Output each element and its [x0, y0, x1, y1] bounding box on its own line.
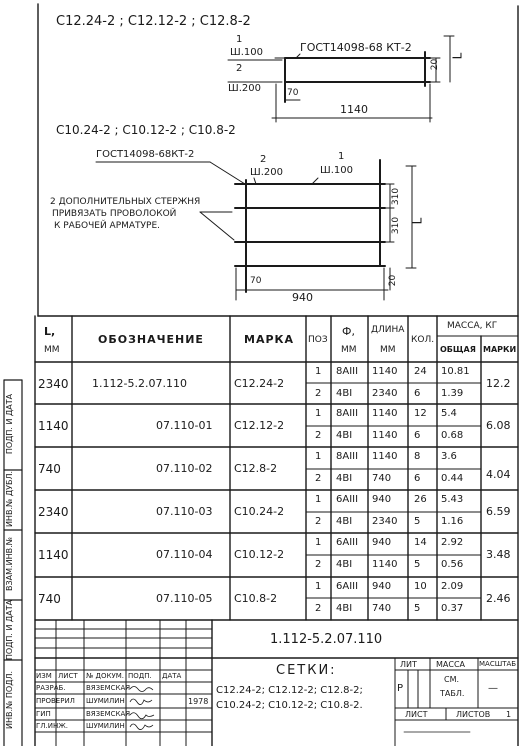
side-label-4: ПОДП. И ДАТА	[5, 599, 14, 661]
row-length: 1140	[372, 558, 398, 570]
row-length: 1140	[372, 451, 398, 462]
row-length: 740	[372, 602, 392, 614]
row-pos: 1	[315, 451, 322, 462]
drawing2-gost: ГОСТ14098-68КТ-2	[96, 149, 195, 160]
drawing2-dim-310b: 310	[391, 216, 402, 235]
row-mass-mark: 2.46	[486, 591, 511, 605]
drawing2-bar2-num: 2	[260, 154, 267, 165]
row-length: 740	[372, 472, 392, 484]
row-count: 14	[414, 537, 427, 548]
side-label-2: ИНВ.№ ДУБЛ.	[5, 470, 14, 528]
row-L: 740	[38, 461, 61, 476]
row-count: 6	[414, 472, 421, 484]
row4-name: ШУМИЛИН	[86, 722, 125, 730]
lit-label: ЛИТ	[400, 660, 417, 669]
doc-code: 1.112-5.2.07.110	[270, 632, 383, 647]
name-title: СЕТКИ:	[276, 663, 337, 678]
row-mass-mark: 3.48	[486, 547, 511, 561]
header-L-unit: ММ	[44, 345, 60, 355]
drawing2-note-line2: ПРИВЯЗАТЬ ПРОВОЛОКОЙ	[52, 209, 177, 219]
drawing1-bar2-num: 2	[236, 63, 243, 74]
row-pos: 2	[315, 515, 322, 527]
row-dia: 4BI	[336, 558, 353, 570]
drawing1-dim-L: L	[450, 52, 465, 60]
row-pos: 2	[315, 602, 322, 614]
row-mark: С10.8-2	[234, 591, 278, 605]
drawing2-note-line1: 2 ДОПОЛНИТЕЛЬНЫХ СТЕРЖНЯ	[50, 197, 201, 207]
header-dia: Ф,	[342, 325, 355, 338]
row-length: 2340	[372, 387, 398, 399]
row-dia: 4BI	[336, 472, 353, 484]
row-mass: 2.09	[441, 581, 464, 592]
mass-value2: ТАБЛ.	[440, 689, 465, 698]
side-label-1: ПОДП. И ДАТА	[5, 393, 14, 455]
row-count: 8	[414, 451, 421, 462]
mass-value1: СМ.	[444, 675, 460, 684]
row-mark: С10.24-2	[234, 504, 285, 518]
row-designation: 07.110-03	[156, 504, 213, 518]
drawing1-bar2-dia: Ш.200	[228, 83, 261, 94]
name-line2: С10.24-2; С10.12-2; С10.8-2.	[216, 700, 363, 711]
header-mark: МАРКА	[244, 333, 295, 346]
row-length: 1140	[372, 366, 398, 377]
drawing2-bar1-dia: Ш.100	[320, 165, 353, 176]
scale-value: —	[488, 683, 498, 694]
row-dia: 6AIII	[336, 581, 359, 592]
mass-label: МАССА	[436, 660, 466, 669]
row-L: 2340	[38, 376, 69, 391]
drawing1-title: С12.24-2 ; С12.12-2 ; С12.8-2	[56, 14, 251, 29]
drawing2-bar2-dia: Ш.200	[250, 167, 283, 178]
row-count: 10	[414, 581, 427, 592]
drawing2-title: С10.24-2 ; С10.12-2 ; С10.8-2	[56, 123, 236, 137]
row-L: 1140	[38, 547, 69, 562]
drawing1-bar1-dia: Ш.100	[230, 47, 263, 58]
row-mass: 0.44	[441, 472, 464, 484]
row2-name: ШУМИЛИН	[86, 697, 125, 705]
row-count: 6	[414, 387, 421, 399]
header-length-unit: ММ	[380, 345, 396, 355]
row-dia: 4BI	[336, 387, 353, 399]
col-izm: ИЗМ	[36, 672, 52, 680]
row2-date: 1978	[188, 697, 209, 706]
side-label-3: ВЗАМ.ИНВ.№	[5, 537, 14, 591]
row-designation: 07.110-04	[156, 547, 213, 561]
header-pos: ПОЗ	[308, 335, 328, 345]
header-dia-unit: ММ	[341, 345, 357, 355]
drawing1-dim-70: 70	[287, 88, 299, 98]
drawing2-dim-L: L	[410, 217, 425, 225]
col-list: ЛИСТ	[58, 672, 78, 680]
col-data: ДАТА	[162, 672, 182, 680]
drawing1-gost: ГОСТ14098-68 КТ-2	[300, 41, 412, 54]
row3-role: ГИП	[36, 710, 51, 718]
row-mass: 0.68	[441, 429, 464, 441]
header-designation: ОБОЗНАЧЕНИЕ	[98, 333, 204, 346]
col-podp: ПОДП.	[128, 672, 152, 680]
drawing2-dim-70: 70	[250, 276, 262, 286]
row-mass-mark: 6.08	[486, 418, 511, 432]
row2-role: ПРОВЕРИЛ	[36, 697, 75, 705]
header-mass-total: ОБЩАЯ	[440, 345, 476, 354]
row-L: 2340	[38, 504, 69, 519]
row1-role: РАЗРАБ.	[36, 684, 66, 692]
row-dia: 6AIII	[336, 537, 359, 548]
row-mass-mark: 6.59	[486, 504, 511, 518]
row4-role: ГЛ.ИНЖ.	[36, 722, 69, 730]
row-mark: С12.24-2	[234, 376, 285, 390]
row-pos: 2	[315, 429, 322, 441]
row-dia: 4BI	[336, 429, 353, 441]
row-length: 2340	[372, 515, 398, 527]
row-mass: 3.6	[441, 451, 457, 462]
row-pos: 1	[315, 581, 322, 592]
row-dia: 6AIII	[336, 494, 359, 505]
row-pos: 1	[315, 494, 322, 505]
row-length: 940	[372, 581, 392, 592]
header-mass: МАССА, КГ	[447, 321, 498, 331]
row-dia: 4BI	[336, 515, 353, 527]
row-pos: 1	[315, 537, 322, 548]
name-line1: С12.24-2; С12.12-2; С12.8-2;	[216, 685, 363, 696]
row-count: 6	[414, 429, 421, 441]
row-mark: С12.12-2	[234, 418, 285, 432]
col-ndoc: № ДОКУМ.	[86, 672, 124, 680]
row-designation: 07.110-02	[156, 461, 213, 475]
row-L: 1140	[38, 418, 69, 433]
row-dia: 4BI	[336, 602, 353, 614]
row-count: 12	[414, 408, 427, 419]
row-mass: 1.16	[441, 515, 464, 527]
drawing1-dim-20: 20	[430, 58, 441, 71]
sheet-label: ЛИСТ	[405, 710, 428, 719]
drawing1-dim-width: 1140	[340, 103, 368, 116]
row-mass: 10.81	[441, 366, 470, 377]
drawing1-bar1-num: 1	[236, 34, 243, 45]
row-count: 5	[414, 515, 421, 527]
row-length: 940	[372, 494, 392, 505]
scale-label: МАСШТАБ	[479, 660, 517, 668]
drawing2-note-line3: К РАБОЧЕЙ АРМАТУРЕ.	[54, 221, 161, 231]
lit-value: Р	[397, 683, 404, 694]
drawing2-dim-20: 20	[388, 274, 399, 287]
row-mass: 0.56	[441, 558, 464, 570]
row-designation: 07.110-01	[156, 418, 213, 432]
row-count: 24	[414, 366, 427, 377]
row-designation: 1.112-5.2.07.110	[92, 376, 187, 390]
header-count: КОЛ.	[411, 335, 435, 345]
row-dia: 8AIII	[336, 408, 359, 419]
row1-name: ВЯЗЕМСКАЯ	[86, 684, 131, 692]
row-mark: С12.8-2	[234, 461, 278, 475]
row-length: 940	[372, 537, 392, 548]
drawing2-dim-310a: 310	[391, 187, 402, 206]
row-pos: 1	[315, 408, 322, 419]
row-count: 5	[414, 558, 421, 570]
sheets-label: ЛИСТОВ	[456, 710, 491, 719]
row-mass: 2.92	[441, 537, 464, 548]
row-mass: 5.43	[441, 494, 464, 505]
header-L: L,	[44, 325, 56, 338]
row-pos: 2	[315, 387, 322, 399]
row-designation: 07.110-05	[156, 591, 213, 605]
header-mass-mark: МАРКИ	[483, 345, 517, 354]
row-L: 740	[38, 591, 61, 606]
row3-name: ВЯЗЕМСКАЯ	[86, 710, 131, 718]
row-pos: 2	[315, 472, 322, 484]
row-pos: 1	[315, 366, 322, 377]
row-dia: 8AIII	[336, 451, 359, 462]
row-mass-mark: 12.2	[486, 376, 511, 390]
row-length: 1140	[372, 408, 398, 419]
drawing2-dim-width: 940	[292, 291, 313, 304]
header-length: ДЛИНА	[371, 325, 405, 335]
sheets-value: 1	[506, 710, 512, 719]
row-count: 26	[414, 494, 427, 505]
drawing2-bar1-num: 1	[338, 151, 345, 162]
row-count: 5	[414, 602, 421, 614]
row-dia: 8AIII	[336, 366, 359, 377]
side-label-5: ИНВ.№ ПОДЛ.	[5, 671, 14, 730]
row-mass-mark: 4.04	[486, 467, 511, 481]
row-pos: 2	[315, 558, 322, 570]
row-mass: 5.4	[441, 408, 457, 419]
row-mark: С10.12-2	[234, 547, 285, 561]
row-mass: 0.37	[441, 602, 464, 614]
row-length: 1140	[372, 429, 398, 441]
row-mass: 1.39	[441, 387, 464, 399]
